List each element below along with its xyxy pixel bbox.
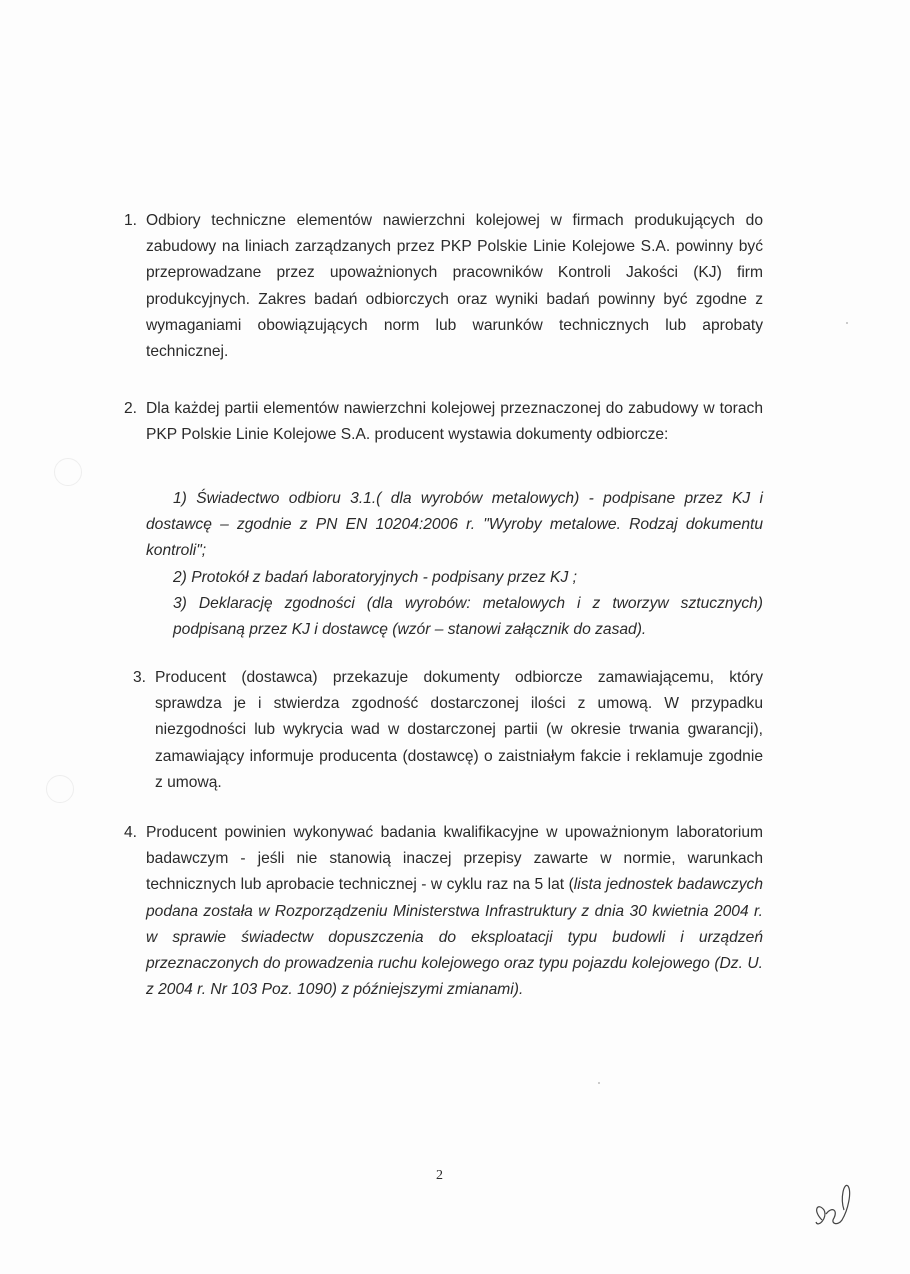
punch-hole — [46, 775, 74, 803]
item-number: 4. — [124, 824, 138, 841]
punch-hole — [54, 458, 82, 486]
item-4-italic: lista jednostek badawczych podana została w Rozporządzeniu Ministerstwa Infrastruktury z dnia 30 kwietnia 2004 r. w sprawie świadectw dopuszczenia do eksploatacji typu budowli i urządzeń przeznaczonych do prowadzenia ruchu kolejowego oraz typu pojazdu kolejowego (Dz. U. z 2004 r. Nr 103 Poz. 1090) z późniejszymi zmianami). — [146, 876, 764, 999]
subitem-2: 2) Protokół z badań laboratoryjnych - podpisany przez KJ ; — [173, 569, 577, 586]
item-3-text: Producent (dostawca) przekazuje dokumenty odbiorcze zamawiającemu, który sprawdza je i stwierdza zgodność dostarczonej ilości z umową. W przypadku niezgodności lub wykrycia wad w dostarczonej partii (w okresie trwania gwarancji), zamawiający informuje producenta (dostawcę) o zaistniałym fakcie i reklamuje zgodnie z umową. — [155, 669, 763, 791]
item-number: 1. — [124, 212, 138, 229]
item-4-plain: Producent powinien wykonywać badania kwalifikacyjne w upoważnionym laboratorium badawczym - jeśli nie stanowią inaczej przepisy zawarte w normie, warunkach technicznych lub aprobacie technicznej - w cyklu raz na 5 lat ( — [146, 824, 763, 894]
item-number: 3. — [133, 669, 147, 686]
page-number: 2 — [436, 1168, 443, 1183]
subitem-1: 1) Świadectwo odbioru 3.1.( dla wyrobów metalowych) - podpisane przez KJ i dostawcę – zgodnie z PN EN 10204:2006 r. "Wyroby metalowe. Rodzaj dokumentu kontroli"; — [146, 490, 763, 560]
item-2-text: Dla każdej partii elementów nawierzchni kolejowej przeznaczonej do zabudowy w torach PKP Polskie Linie Kolejowe S.A. producent wystawia dokumenty odbiorcze: — [146, 400, 763, 444]
scan-speck — [846, 322, 848, 324]
signature-initials — [808, 1180, 858, 1240]
item-1-text: Odbiory techniczne elementów nawierzchni kolejowej w firmach produkujących do zabudowy na liniach zarządzanych przez PKP Polskie Linie Kolejowe S.A. powinny być przeprowadzane przez upoważnionych pracowników Kontroli Jakości (KJ) firm produkcyjnych. Zakres badań odbiorczych oraz wyniki badań powinny być zgodne z wymaganiami obowiązujących norm lub warunków technicznych lub aprobaty technicznej. — [146, 212, 763, 361]
subitem-3: 3) Deklarację zgodności (dla wyrobów: metalowych i z tworzyw sztucznych) podpisaną przez KJ i dostawcę (wzór – stanowi załącznik do zasad). — [173, 595, 763, 639]
item-4-text — [146, 820, 763, 1003]
scan-speck — [598, 1082, 600, 1084]
item-number: 2. — [124, 400, 138, 417]
